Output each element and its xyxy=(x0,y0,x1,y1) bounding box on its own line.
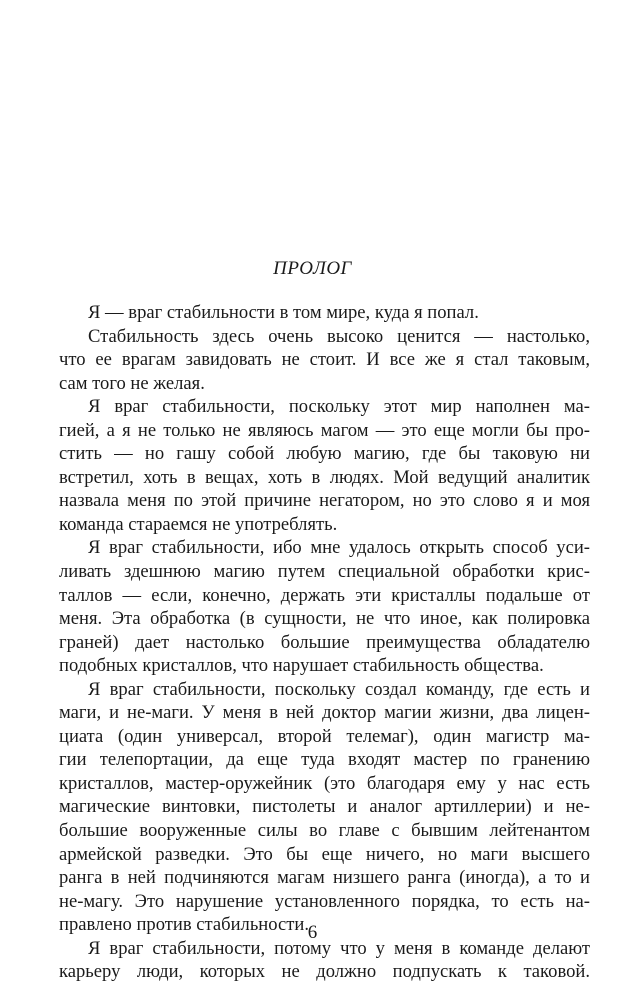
text-line: карьеру люди, которых не должно подпускать к таковой. xyxy=(59,961,590,983)
text-line: гии телепортации, да еще туда входят мастер по гранению xyxy=(59,749,590,771)
text-line: Стабильность здесь очень высоко ценится — настолько, xyxy=(88,325,590,347)
text-line: меня. Эта обработка (в сущности, не что иное, как полировка xyxy=(59,608,590,630)
text-line: Я враг стабильности, потому что у меня в команде делают xyxy=(88,937,590,959)
text-line: Я враг стабильности, ибо мне удалось открыть способ уси- xyxy=(88,537,590,559)
chapter-title: ПРОЛОГ xyxy=(273,258,352,279)
text-line: ливать здешнюю магию путем специальной обработки крис- xyxy=(59,561,590,583)
text-line: подобных кристаллов, что нарушает стабильность общества. xyxy=(59,655,544,677)
page-number: 6 xyxy=(307,922,318,943)
text-line: кристаллов, мастер-оружейник (это благодаря ему у нас есть xyxy=(59,772,590,794)
text-line: ранга в ней подчиняются магам низшего ранга (иногда), а то и xyxy=(59,867,590,889)
text-line: стить — но гашу собой любую магию, где бы таковую ни xyxy=(59,443,590,465)
text-line: не-магу. Это нарушение установленного порядка, то есть на- xyxy=(59,890,590,912)
text-line: Я — враг стабильности в том мире, куда я попал. xyxy=(88,302,479,323)
text-line: что ее врагам завидовать не стоит. И все же я стал таковым, xyxy=(59,349,590,371)
text-line: правлено против стабильности. xyxy=(59,914,309,936)
text-line: таллов — если, конечно, держать эти кристаллы подальше от xyxy=(59,584,590,606)
text-line: большие вооруженные силы во главе с бывшим лейтенантом xyxy=(59,820,590,842)
text-line: Я враг стабильности, поскольку создал команду, где есть и xyxy=(88,678,590,700)
text-line: сам того не желая. xyxy=(59,372,205,394)
text-line: встретил, хоть в вещах, хоть в людях. Мой ведущий аналитик xyxy=(59,466,590,488)
text-line: маги, и не-маги. У меня в ней доктор магии жизни, два лицен- xyxy=(59,702,590,724)
text-line: армейской разведки. Это бы еще ничего, но маги высшего xyxy=(59,843,590,865)
text-line: циата (один универсал, второй телемаг), один магистр ма- xyxy=(59,725,590,747)
text-line: назвала меня по этой причине негатором, но это слово я и моя xyxy=(59,490,590,512)
text-line: Я враг стабильности, поскольку этот мир наполнен ма- xyxy=(88,396,590,418)
text-line: гией, а я не только не являюсь магом — это еще могли бы про- xyxy=(59,419,590,441)
text-line: граней) дает настолько большие преимущества обладателю xyxy=(59,631,590,653)
body-text xyxy=(59,301,590,984)
text-line: магические винтовки, пистолеты и аналог артиллерии) и не- xyxy=(59,796,590,818)
text-line: команда стараемся не употреблять. xyxy=(59,513,338,535)
